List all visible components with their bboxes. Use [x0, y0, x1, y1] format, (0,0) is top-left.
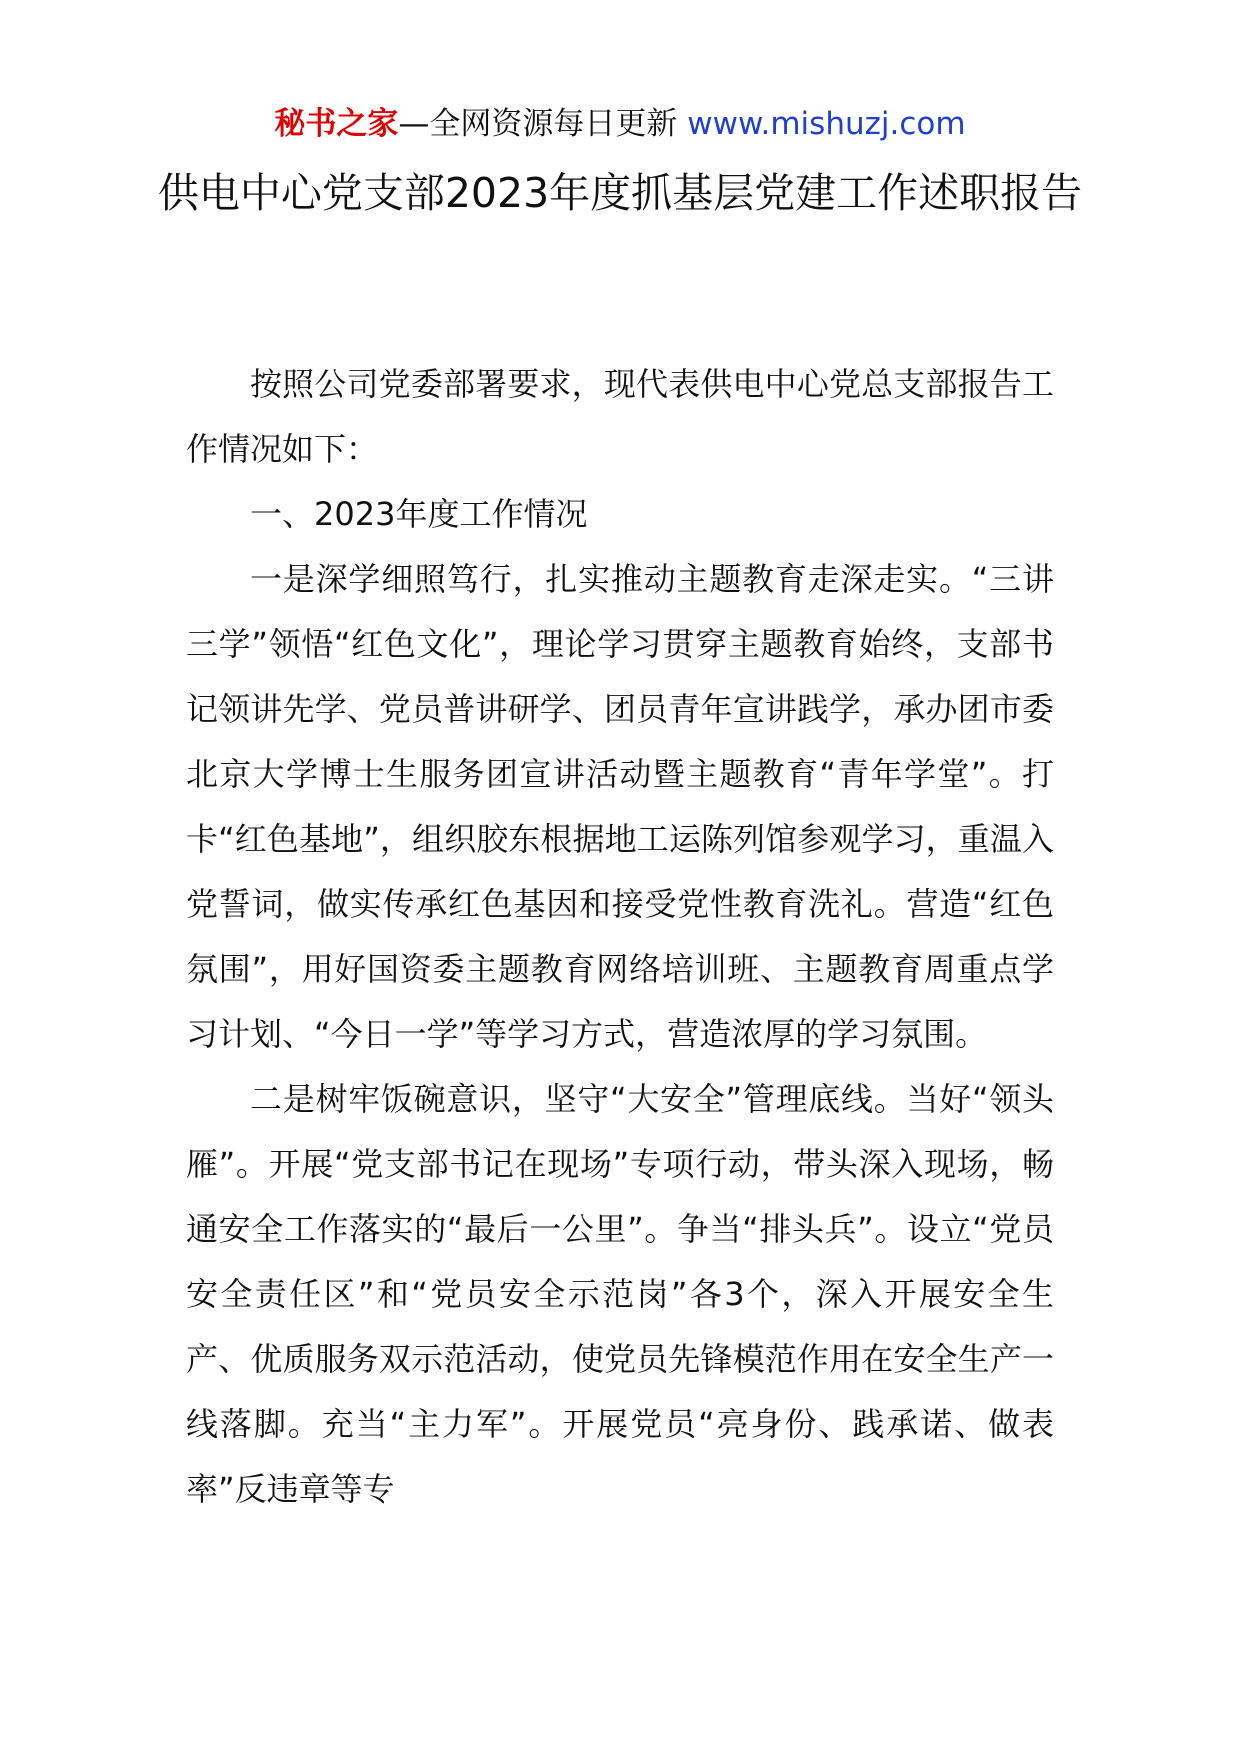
paragraph-item-1: 一是深学细照笃行，扎实推动主题教育走深走实。“三讲三学”领悟“红色文化”，理论学习贯穿主题教育始终，支部书记领讲先学、党员普讲研学、团员青年宣讲践学，承办团市委北京大学博士生服务团宣讲活动暨主题教育“青年学堂”。打卡“红色基地”，组织胶东根据地工运陈列馆参观学习，重温入党誓词，做实传承红色基因和接受党性教育洗礼。营造“红色氛围”，用好国资委主题教育网络培训班、主题教育周重点学习计划、“今日一学”等学习方式，营造浓厚的学习氛围。 [186, 560, 1054, 1053]
document-title: 供电中心党支部2023年度抓基层党建工作述职报告 [157, 169, 1083, 217]
paragraph-intro: 按照公司党委部署要求，现代表供电中心党总支部报告工作情况如下： [186, 365, 1054, 468]
section-heading: 一、2023年度工作情况 [250, 495, 588, 533]
paragraph-item-2: 二是树牢饭碗意识，坚守“大安全”管理底线。当好“领头雁”。开展“党支部书记在现场”专项行动，带头深入现场，畅通安全工作落实的“最后一公里”。争当“排头兵”。设立“党员安全责任区”和“党员安全示范岗”各3个，深入开展安全生产、优质服务双示范活动，使党员先锋模范作用在安全生产一线落脚。充当“主力军”。开展党员“亮身份、践承诺、做表率”反违章等专 [186, 1080, 1054, 1508]
site-tagline: —全网资源每日更新 [398, 106, 678, 142]
site-url-link[interactable]: www.mishuzj.com [687, 106, 966, 142]
site-header [0, 102, 1240, 146]
site-brand: 秘书之家 [274, 106, 399, 142]
document-body [186, 352, 1054, 1522]
